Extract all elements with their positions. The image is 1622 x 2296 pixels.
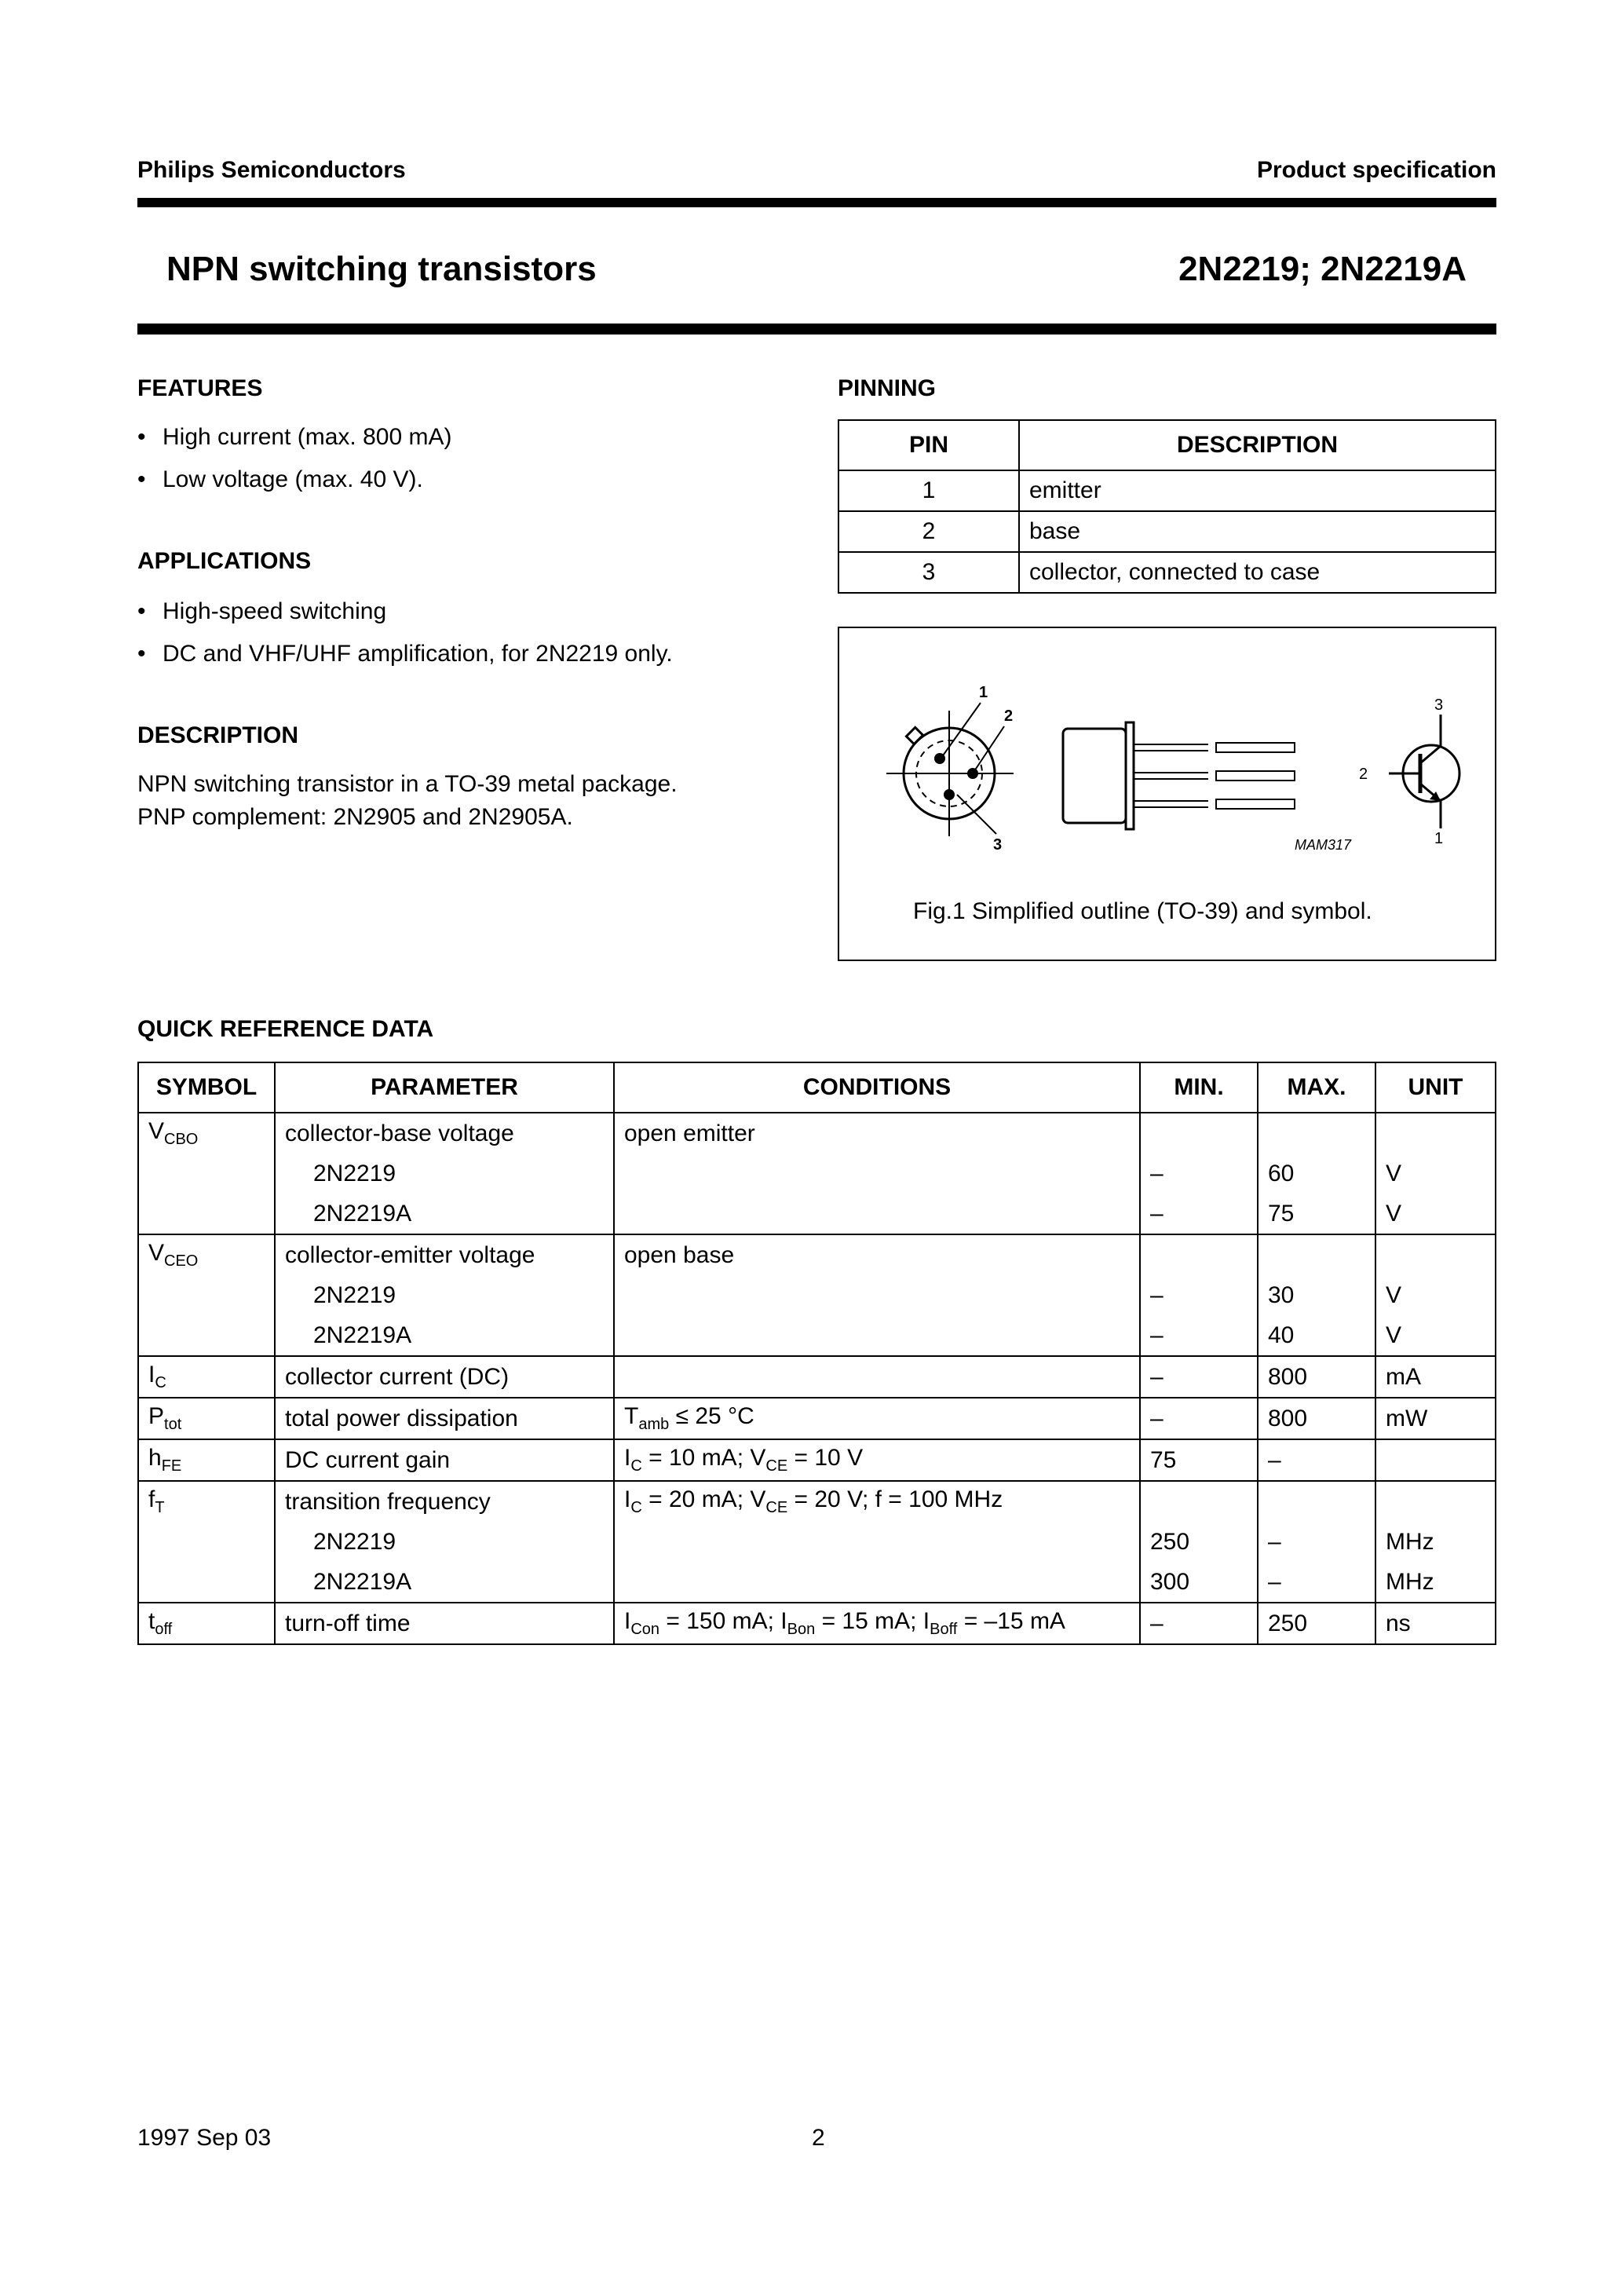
- max-cell: 30: [1258, 1275, 1375, 1315]
- pinning-heading: PINNING: [838, 375, 937, 401]
- unit-cell: [1375, 1481, 1496, 1522]
- min-cell: –: [1140, 1194, 1258, 1234]
- min-cell: –: [1140, 1398, 1258, 1439]
- pin2-dot: [967, 768, 978, 779]
- list-item: • Low voltage (max. 40 V).: [137, 459, 451, 501]
- parameter-cell: 2N2219A: [275, 1194, 614, 1234]
- figure-box: [838, 627, 1496, 961]
- parameter-cell: collector current (DC): [275, 1356, 614, 1398]
- description-heading: DESCRIPTION: [137, 722, 299, 748]
- symbol-label: 2: [1359, 766, 1368, 783]
- list-item: • High current (max. 800 mA): [137, 416, 451, 459]
- conditions-cell: [614, 1562, 1140, 1603]
- table-row: [138, 1113, 1496, 1153]
- min-cell: 250: [1140, 1522, 1258, 1562]
- symbol-cell: $V_{CBO}$: [138, 1113, 275, 1153]
- conditions-cell: $I_C = 10$ mA; $V_{CE} = 10$ V: [614, 1439, 1140, 1481]
- desc-cell: base: [1019, 511, 1496, 552]
- max-header: MAX.: [1258, 1062, 1375, 1113]
- features-list: [137, 416, 451, 501]
- min-cell: –: [1140, 1315, 1258, 1356]
- company-name: Philips Semiconductors: [137, 157, 406, 183]
- parameter-cell: collector-base voltage: [275, 1113, 614, 1153]
- symbol-cell: $t_{off}$: [138, 1603, 275, 1644]
- side-view-outline: [1063, 722, 1295, 829]
- parameter-cell: 2N2219A: [275, 1562, 614, 1603]
- collector-lead: [1420, 746, 1441, 763]
- table-row: [838, 552, 1496, 593]
- table-row: [138, 1234, 1496, 1275]
- figure-caption: Fig.1 Simplified outline (TO-39) and symbol.: [913, 898, 1372, 924]
- max-cell: –: [1258, 1562, 1375, 1603]
- outline-label: 1: [979, 684, 988, 701]
- parameter-cell: 2N2219A: [275, 1315, 614, 1356]
- min-cell: 300: [1140, 1562, 1258, 1603]
- symbol-cell: [138, 1275, 275, 1315]
- parameter-cell: 2N2219: [275, 1153, 614, 1194]
- table-row: [138, 1194, 1496, 1234]
- min-cell: [1140, 1234, 1258, 1275]
- symbol-label: 1: [1434, 830, 1444, 847]
- min-cell: –: [1140, 1153, 1258, 1194]
- min-cell: [1140, 1481, 1258, 1522]
- npn-symbol: [1389, 715, 1459, 828]
- unit-cell: [1375, 1113, 1496, 1153]
- header-rule: [137, 198, 1496, 207]
- min-cell: –: [1140, 1603, 1258, 1644]
- page-title: NPN switching transistors: [166, 250, 597, 288]
- table-row: [138, 1562, 1496, 1603]
- symbol-cell: [138, 1522, 275, 1562]
- parameter-cell: turn-off time: [275, 1603, 614, 1644]
- min-cell: –: [1140, 1275, 1258, 1315]
- table-header-row: [838, 420, 1496, 470]
- max-cell: 75: [1258, 1194, 1375, 1234]
- pin-column-header: PIN: [838, 420, 1019, 470]
- max-cell: 40: [1258, 1315, 1375, 1356]
- min-header: MIN.: [1140, 1062, 1258, 1113]
- conditions-cell: open base: [614, 1234, 1140, 1275]
- table-row: [138, 1603, 1496, 1644]
- max-cell: 250: [1258, 1603, 1375, 1644]
- lead-break: [1216, 771, 1295, 781]
- unit-cell: [1375, 1439, 1496, 1481]
- table-row: [138, 1315, 1496, 1356]
- tab-key: [906, 727, 922, 744]
- conditions-header: CONDITIONS: [614, 1062, 1140, 1113]
- page-number: 2: [812, 2125, 825, 2151]
- applications-list: [137, 590, 673, 675]
- table-row: [138, 1439, 1496, 1481]
- footer-date: 1997 Sep 03: [137, 2125, 272, 2151]
- parameter-cell: 2N2219: [275, 1275, 614, 1315]
- max-cell: –: [1258, 1439, 1375, 1481]
- applications-heading: APPLICATIONS: [137, 548, 312, 574]
- conditions-cell: $I_C = 20$ mA; $V_{CE} = 20$ V; f = 100 MHz: [614, 1481, 1140, 1522]
- symbol-cell: $I_C$: [138, 1356, 275, 1398]
- symbol-cell: $P_{tot}$: [138, 1398, 275, 1439]
- unit-cell: mW: [1375, 1398, 1496, 1439]
- unit-cell: MHz: [1375, 1522, 1496, 1562]
- conditions-cell: [614, 1153, 1140, 1194]
- conditions-cell: $T_{amb} \le 25$ °C: [614, 1398, 1140, 1439]
- description-column-header: DESCRIPTION: [1019, 420, 1496, 470]
- max-cell: [1258, 1113, 1375, 1153]
- lead-break: [1216, 799, 1295, 809]
- max-cell: 800: [1258, 1398, 1375, 1439]
- parameter-cell: transition frequency: [275, 1481, 614, 1522]
- pin-cell: 2: [838, 511, 1019, 552]
- conditions-cell: [614, 1194, 1140, 1234]
- conditions-cell: [614, 1356, 1140, 1398]
- symbol-cell: $f_T$: [138, 1481, 275, 1522]
- unit-cell: V: [1375, 1275, 1496, 1315]
- unit-cell: V: [1375, 1194, 1496, 1234]
- max-cell: –: [1258, 1522, 1375, 1562]
- table-row: [138, 1398, 1496, 1439]
- parameter-cell: 2N2219: [275, 1522, 614, 1562]
- conditions-cell: open emitter: [614, 1113, 1140, 1153]
- list-item: • DC and VHF/UHF amplification, for 2N2219 only.: [137, 633, 673, 675]
- max-cell: 800: [1258, 1356, 1375, 1398]
- table-row: [138, 1153, 1496, 1194]
- max-cell: 60: [1258, 1153, 1375, 1194]
- part-numbers: 2N2219; 2N2219A: [1178, 250, 1467, 288]
- symbol-cell: [138, 1562, 275, 1603]
- symbol-label: 3: [1434, 696, 1444, 714]
- symbol-header: SYMBOL: [138, 1062, 275, 1113]
- min-cell: 75: [1140, 1439, 1258, 1481]
- table-row: [838, 470, 1496, 511]
- conditions-cell: $I_{Con} = 150$ mA; $I_{Bon} = 15$ mA; $I_{Boff} = -15$ mA: [614, 1603, 1140, 1644]
- parameter-cell: collector-emitter voltage: [275, 1234, 614, 1275]
- leader-1: [941, 703, 981, 758]
- table-row: [138, 1275, 1496, 1315]
- outline-label: 3: [993, 836, 1003, 854]
- outline-label: 2: [1004, 707, 1014, 725]
- pinning-table: [838, 419, 1496, 594]
- desc-cell: emitter: [1019, 470, 1496, 511]
- pin-cell: 3: [838, 552, 1019, 593]
- unit-header: UNIT: [1375, 1062, 1496, 1113]
- unit-cell: [1375, 1234, 1496, 1275]
- description-line: PNP complement: 2N2905 and 2N2905A.: [137, 804, 573, 830]
- pin1-dot: [934, 753, 945, 764]
- min-cell: [1140, 1113, 1258, 1153]
- parameter-cell: total power dissipation: [275, 1398, 614, 1439]
- figure-code: MAM317: [1295, 837, 1352, 853]
- min-cell: –: [1140, 1356, 1258, 1398]
- leader-2: [973, 726, 1004, 773]
- conditions-cell: [614, 1275, 1140, 1315]
- parameter-header: PARAMETER: [275, 1062, 614, 1113]
- table-row: [138, 1522, 1496, 1562]
- desc-cell: collector, connected to case: [1019, 552, 1496, 593]
- doc-type: Product specification: [1256, 157, 1496, 183]
- table-header-row: [138, 1062, 1496, 1113]
- symbol-cell: [138, 1194, 275, 1234]
- table-row: [138, 1356, 1496, 1398]
- table-row: [838, 511, 1496, 552]
- title-rule: [137, 324, 1496, 335]
- conditions-cell: [614, 1522, 1140, 1562]
- parameter-cell: DC current gain: [275, 1439, 614, 1481]
- unit-cell: ns: [1375, 1603, 1496, 1644]
- leader-3: [957, 795, 996, 834]
- can-body: [1063, 729, 1126, 823]
- unit-cell: mA: [1375, 1356, 1496, 1398]
- symbol-cell: [138, 1315, 275, 1356]
- quick-reference-table: [137, 1062, 1496, 1645]
- unit-cell: V: [1375, 1153, 1496, 1194]
- can-flange: [1126, 722, 1134, 829]
- max-cell: [1258, 1234, 1375, 1275]
- lead-break: [1216, 743, 1295, 752]
- list-item: • High-speed switching: [137, 590, 673, 633]
- pin3-dot: [944, 789, 955, 800]
- symbol-cell: $h_{FE}$: [138, 1439, 275, 1481]
- symbol-cell: $V_{CEO}$: [138, 1234, 275, 1275]
- features-heading: FEATURES: [137, 375, 263, 401]
- pin-cell: 1: [838, 470, 1019, 511]
- table-row: [138, 1481, 1496, 1522]
- max-cell: [1258, 1481, 1375, 1522]
- conditions-cell: [614, 1315, 1140, 1356]
- top-view-outline: [886, 703, 1014, 836]
- unit-cell: V: [1375, 1315, 1496, 1356]
- symbol-cell: [138, 1153, 275, 1194]
- description-text: [137, 763, 678, 839]
- qrd-heading: QUICK REFERENCE DATA: [137, 1016, 434, 1042]
- description-line: NPN switching transistor in a TO-39 metal package.: [137, 771, 678, 797]
- unit-cell: MHz: [1375, 1562, 1496, 1603]
